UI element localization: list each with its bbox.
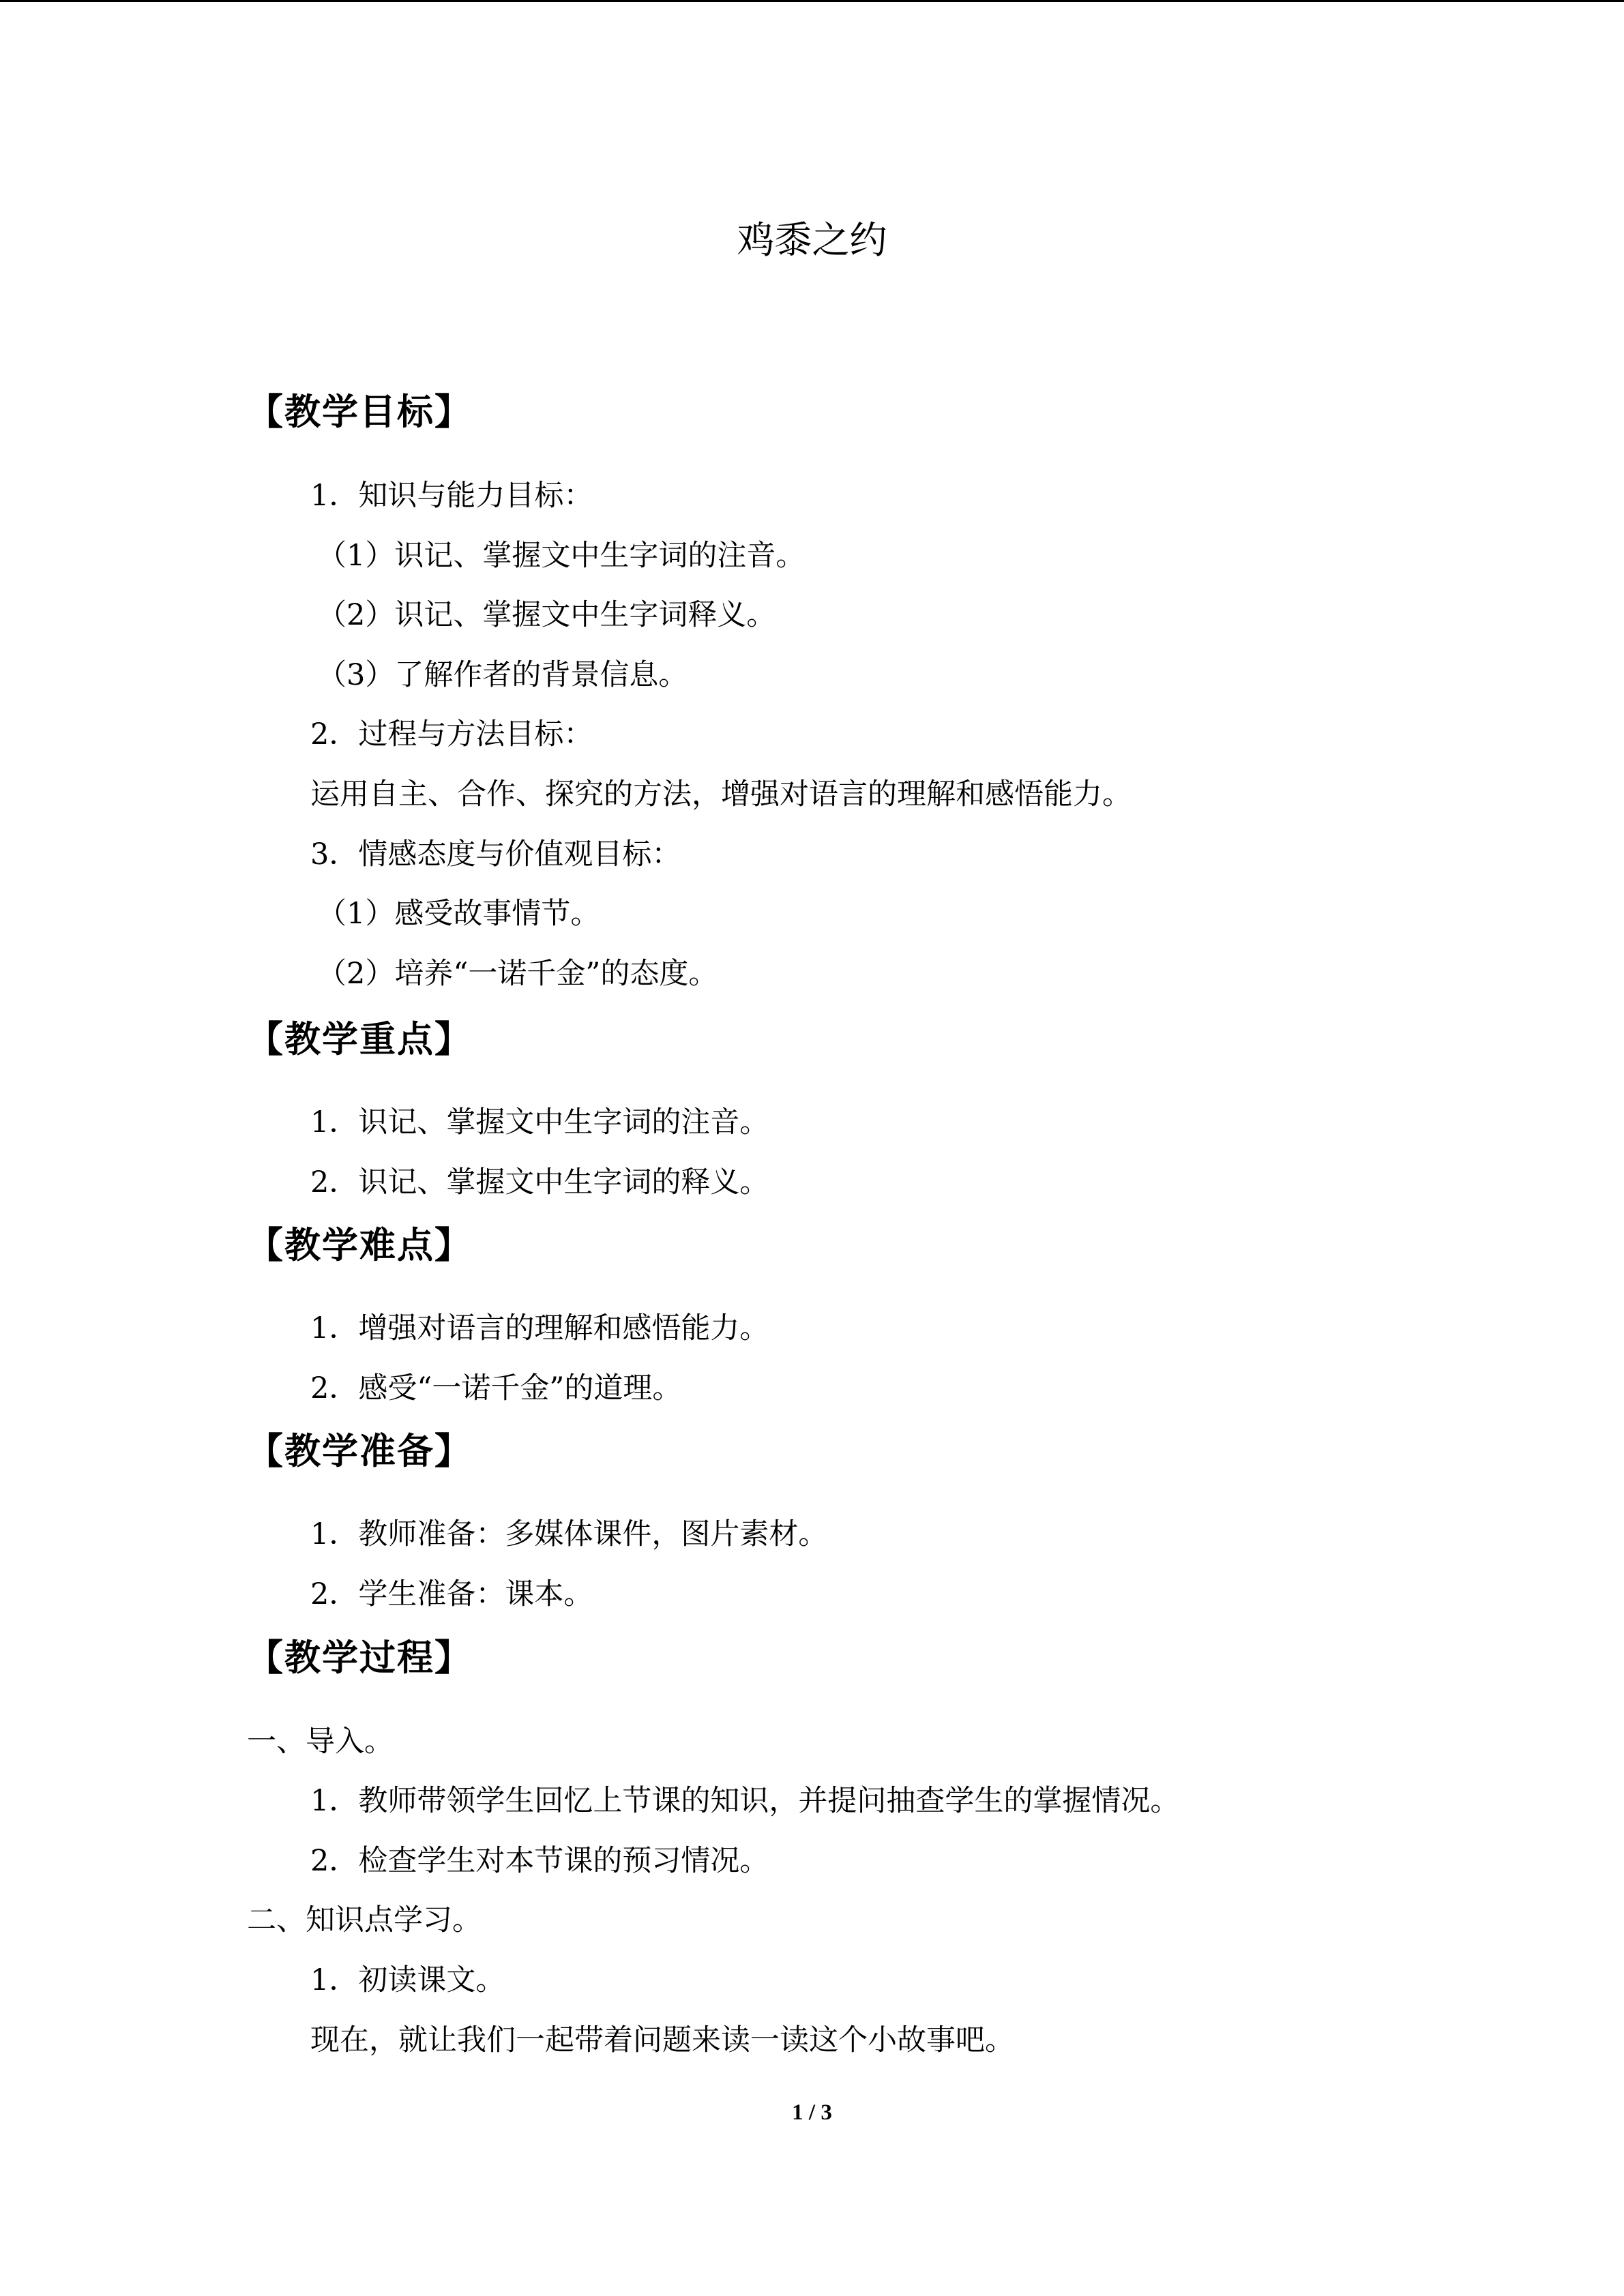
- objective-line: 运用自主、合作、探究的方法，增强对语言的理解和感悟能力。: [310, 777, 1132, 811]
- key-point-line: 2．识记、掌握文中生字词的释义。: [310, 1165, 769, 1199]
- objective-line: 3．情感态度与价值观目标：: [310, 837, 681, 871]
- section-heading-key-points: 【教学重点】: [247, 1019, 472, 1060]
- objective-line: 1．知识与能力目标：: [310, 479, 593, 513]
- section-heading-preparation: 【教学准备】: [247, 1431, 472, 1472]
- process-line: 一、导入。: [247, 1725, 394, 1759]
- process-line: 1．教师带领学生回忆上节课的知识，并提问抽查学生的掌握情况。: [310, 1784, 1180, 1818]
- process-line: 2．检查学生对本节课的预习情况。: [310, 1844, 769, 1878]
- process-line: 1．初读课文。: [310, 1963, 505, 1997]
- page-number: 1 / 3: [792, 2100, 832, 2125]
- objective-line: （3）了解作者的背景信息。: [317, 658, 688, 692]
- process-line: 现在，就让我们一起带着问题来读一读这个小故事吧。: [310, 2023, 1014, 2057]
- process-line: 二、知识点学习。: [247, 1903, 482, 1937]
- preparation-line: 2．学生准备：课本。: [310, 1577, 593, 1611]
- objective-line: （2）识记、掌握文中生字词释义。: [317, 598, 776, 632]
- section-heading-difficulties: 【教学难点】: [247, 1225, 472, 1266]
- section-heading-process: 【教学过程】: [247, 1637, 472, 1679]
- difficulty-line: 2．感受“一诺千金”的道理。: [310, 1371, 682, 1405]
- difficulty-line: 1．增强对语言的理解和感悟能力。: [310, 1311, 769, 1345]
- objective-line: （1）识记、掌握文中生字词的注音。: [317, 539, 806, 573]
- objective-line: 2．过程与方法目标：: [310, 717, 593, 751]
- preparation-line: 1．教师准备：多媒体课件，图片素材。: [310, 1517, 828, 1551]
- section-heading-objectives: 【教学目标】: [247, 391, 472, 433]
- top-border: [0, 0, 1624, 2]
- objective-line: （1）感受故事情节。: [317, 897, 600, 931]
- key-point-line: 1．识记、掌握文中生字词的注音。: [310, 1105, 769, 1139]
- document-title: 鸡黍之约: [737, 218, 887, 262]
- objective-line: （2）培养“一诺千金”的态度。: [317, 957, 718, 991]
